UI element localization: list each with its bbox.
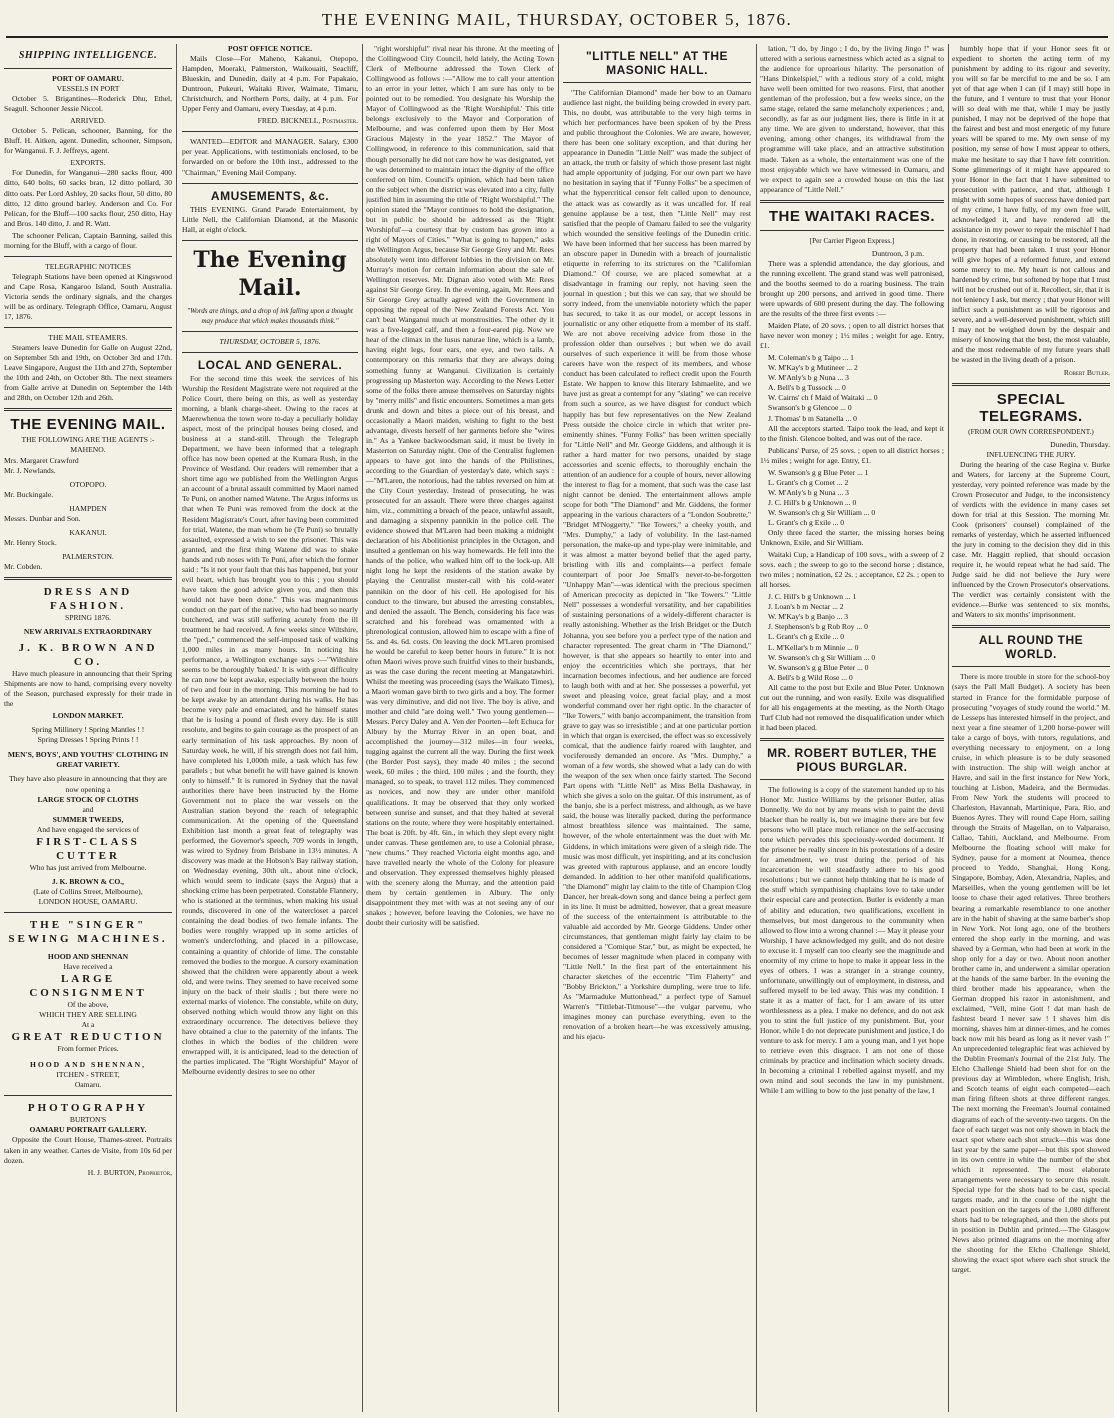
oamaru-label: Oamaru. xyxy=(74,1080,102,1090)
agents-list xyxy=(4,445,172,572)
former-prices: From former Prices. xyxy=(57,1044,119,1054)
amusements-heading: AMUSEMENTS, &c. xyxy=(210,188,330,203)
rule xyxy=(760,779,944,780)
local-text: For the second time this week the services of his Worship the Resident Magistrate were not required at the Police Court, there being on this, as well as yesterday morning, a blank charge-sheet. Owing to the races at Maerewhenua the town wore to-day a peculiarly holiday aspect, most of the principal houses being closed, and business at a stand-still. Through the Telegraph Department, we have been informed that a telegraph office has now been opened at the Kumara Rush, in the Province of Westland. Our readers will remember that a short time ago we published from the Wellington Argus an account of a brutal assault committed by Maori named Te Puni, on another named Watene. The Argus informs us that when Te Puni was removed from the dock at the Resident Magistrate's Court, after having been committed for trial, Watene, the man whom he (Te Puni) so brutally assaulted, expressed a wish to see the prisoner. This was granted, and the first thing Watene did was to shake hands and rub noses with Te Puni, after which the former said : "Is it not your fault that this has happened, but your evil heart, which has brought you to this ; you should have taken the good advice given you, and then this would not have been done." This was magnanimous conduct on the part of the native, who had been so nearly butchered, and was still suffering acutely from the ill treatment he had received. A few weeks since Wiltshire, the "ped.," commenced the self-imposed task of walking 1,000 miles in as many hours. In noticing his performance, a Wellington exchange says :—"Wiltshire seems to be thoroughly 'baked.' It is with great difficulty he can now be kept awake, especially between the hours of two and four in the morning. This morning he had to be kept awake by an attendant during his walks. He has become very pale and emaciated, and he himself states that he is losing a pound of flesh every day. He is still resolute, and begins to gain courage as the prospect of an early termination of his task approaches. By noon of Saturday week, he will, if his strength does not fail him, have completed his 1,000th mile, a task which has few parallels ; but what benefit he will have gained is known only to himself." It is rumored in Sydney that the naval authorities there have been instructed by the Home Government not to place the war vessels on the Australian station beyond the reach of telegraphic communication. At the opening of the Queensland Exhibition last month a great feat of telegraphy was performed, the Governor's speech, 709 words in length, was wired to Sydney from Brisbane in 13½ minutes. A discovery was made at the Hobson's Bay railway station, on Wednesday evening, 30th ult., about nine o'clock, which would seem to indicate (says the Argus) that a shocking crime has been perpetrated. Constable Flannery, who is stationed at the terminus, when making his usual rounds, discovered in one of the watercloset a parcel containing the dead bodies of two female infants. The bodies were roughly wrapped up in some articles of women's underclothing, and placed in a pillowcase, containing a quantity of chloride of lime. The constable removed the bodies to the morgue. A cursory examination showed that the children were apparently about a week old, and were twins. They seemed to have received some injury on the back of their skulls ; but there were no external marks of violence. The constable, while on duty, observed nothing which would throw any light on this extraordinary occurrence. The detectives believe they have obtained a clue to the paternity of the infants. The clothes in which the bodies of the children were enwrapped will, it is anticipated, lead to the detection of the parties implicated. The "Right Worshipful" Mayor of Melbourne evidently desires to see no other xyxy=(182,373,358,1077)
cutter-text: Who has just arrived from Melbourne. xyxy=(29,862,147,872)
port-heading: PORT OF OAMARU. xyxy=(52,74,124,83)
column-divider xyxy=(756,44,757,1412)
rule xyxy=(4,1095,172,1096)
photo-advert xyxy=(4,1101,172,1177)
motto: "Words are things, and a drop of ink falling upon a thought may produce that which makes thousands think." xyxy=(187,306,353,325)
column-5 xyxy=(760,44,944,1414)
result-row: W. M'Anly's b g Nuna ... 3 xyxy=(768,487,849,497)
photo-heading: PHOTOGRAPHY xyxy=(27,1102,149,1115)
maiden-note: All the acceptors started. Taipo took the lead, and kept it to the finish. Glencoe bolted, and was out of the race. xyxy=(760,423,944,443)
maiden-results xyxy=(760,353,944,423)
rule xyxy=(4,408,172,411)
agent-place: HAMPDEN xyxy=(69,503,107,513)
result-row: W. M'Kay's b g Mutineer ... 2 xyxy=(768,363,858,373)
mail-heading: THE MAIL STEAMERS. xyxy=(48,333,128,343)
post-signature: FRED. BICKNELL, Postmaster. xyxy=(257,116,358,126)
agent-place: KAKANUI. xyxy=(69,527,107,537)
special-telegrams-heading: SPECIAL TELEGRAMS. xyxy=(979,390,1083,425)
column-6 xyxy=(952,44,1110,1414)
spring-line: Spring Millinery ! Spring Mantles ! ! xyxy=(31,725,145,735)
result-row: J. Loan's b m Nectar ... 2 xyxy=(768,602,844,612)
exports-heading: EXPORTS. xyxy=(70,158,106,168)
post-text: Mails Close—For Maheno, Kakanui, Otepopo, Hampden, Moeraki, Palmerston, Waikouaiti, Seacliff, Blueskin, and Dunedin, daily at 4 p.m. For Papakaio, Duntroon, Pukeuri, Waitaki River, Waimate, Timaru, Christchurch, and Northern Ports, daily, at 4 p.m. For Upper Ferry and Oamaru, every Tuesday, at 4 p.m. xyxy=(182,54,358,114)
rule xyxy=(760,738,944,741)
great-reduction: GREAT REDUCTION xyxy=(11,1031,165,1044)
rule xyxy=(182,240,358,241)
result-row: W. Swanson's g g Blue Peter ... 0 xyxy=(768,662,869,672)
have-received: Have received a xyxy=(63,962,113,971)
result-row: J. C. Hill's b g Unknown ... 0 xyxy=(768,497,857,507)
brown-name: J. K. BROWN AND CO. xyxy=(18,642,158,669)
publicans-note: Only three faced the starter, the missing horses being Unknown, Exile, and Sir William. xyxy=(760,528,944,548)
gallery-text: Opposite the Court House, Thames-street. Portraits taken in any weather. Cartes de Visite, from 10s 6d per dozen. xyxy=(4,1135,172,1165)
brown-advert xyxy=(4,585,172,907)
world-heading: ALL ROUND THE WORLD. xyxy=(978,633,1084,662)
waitaki-heading: THE WAITAKI RACES. xyxy=(768,207,936,225)
agents-intro: THE FOLLOWING ARE THE AGENTS :- xyxy=(21,435,155,445)
world-text: There is more trouble in store for the school-boy (says the Pall Mall Budget). A society has been started in France for the formidable purpose of prosecuting "voyages of study round the world." M. de Lesseps has interested himself in the project, and next year a fine steamer of 1,200 horse-power will take a cargo of boys, with tutors, regulations, and everything necessary to enjoyment, on a long cruise, in which pleasure is to be duly seasoned with instruction. The ship will weigh anchor at Havre, and sail in the first instance for New York, touching at Lisbon, Madeira, and the Bermudas. From New York the students will proceed to Charleston, Havannah, Martinique, Para, Rio, and Buenos Ayres. They will round Cape Horn, sailing through the Straits of Magellan, on to Valparaiso, Callao, Tahiti, Auckland, and Melbourne. From Melbourne the floating school will make for Sydney, pause for a moment at Noumea, thence proceed to Yeddo, Shanghai, Hong Kong, Singapore, Bombay, Aden, Alexandria, Naples, and Marseilles, when the young gentlemen will be let loose to chase their aged relatives. Three brothers bearing a remarkable resemblance to one another are in the habit of shaving at the same barber's shop in New York. Not long ago, one of the brothers entered the shop early in the morning, and was shaved by a German, who had been at work in the shop only for a day or two. About noon another brother came in, and underwent a similar operation at the hands of the same barber. In the evening the third brother made his appearance, when the German dropped his razor in astonishment, and exclaimed, "Vell, mine Gott ! dat man hash de fashtest beard I never saw ! I shaves him dis morning, shaves him at dinner-times, and he comes back now mit his beard as long as it never vash !" An unprecedented telegraphic feat was achieved by the Dublin Freeman's Journal of the 21st July. The Elcho Challenge Shield had been shot for on the previous day at Wimbledon, where English, Irish, and Scotch teams of eight each competed—each man firing fifteen shots at three different ranges. The next morning the Freeman's Journal contained diagrams of each of the seventy-two targets. On the face of each target was not only shown in black the exact spot where each shot struck—this was done last year by the same paper—but this spot showed in its own centre in white the number of the shot which it represented. The most elaborate arrangements were necessary to secure this result. Special type for the shots had to be cast, special targets made, and in the course of the night the exact position on the targets of the 1,080 different shots had to be telegraphed, and then the shots put in position in Dublin and printed.—The Glasgow News also printed diagrams on the morning after the shooting for the Elcho Challenge Shield, showing the exact spot where each shot struck the target. xyxy=(952,672,1110,1275)
hood-name: HOOD AND SHENNAN xyxy=(47,951,129,961)
hood-name: HOOD AND SHENNAN, xyxy=(29,1060,147,1070)
column-1 xyxy=(4,44,172,1414)
result-row: L. Grant's ch g Exile ... 0 xyxy=(768,632,845,642)
publicans-purse: Publicans' Purse, of 25 sovs. ; open to all district horses ; 1½ miles ; weight for age. Entry, £1. xyxy=(760,445,944,465)
large-consignment: LARGE CONSIGNMENT xyxy=(29,973,147,1000)
agent-name: Mr. Cobden. xyxy=(4,561,43,571)
mail-text: Steamers leave Dunedin for Galle on August 22nd, on September 5th and 19th, on October 3rd and 17th. Leave Singapore, August the 11th and 27th, September the 10th and 24th, on October 8th. The next steamers from Galle arrive at Dunedin on September the 14th and 28th, on October 12th and 26th. xyxy=(4,343,172,403)
rule xyxy=(4,68,172,69)
itchen-street: ITCHEN - STREET, xyxy=(56,1070,120,1080)
agent-name: Messrs. Dunbar and Son. xyxy=(4,513,81,523)
special-text: During the hearing of the case Regina v. Burke and Waters, for larceny at the Supreme Court, yesterday, very pointed reference was made by the Crown Prosecutor and Judge, to the inconsistency of verdicts with the evidence in many cases set down for trial at this Session. The morning Mr. Cook (prisoners' counsel) complained of the remarks of yesterday, which he asserted influenced the jury in coming to the decision they did in this case. Mr. Haggitt replied, that should occasion require it, he would repeat what he had said. The Judge said he did not believe the Jury were influenced by the Crown Prosecutor's observations. The verdict was certainly consistent with the evidence.—Burke was sentenced to six months, and Waters to six months' imprisonment. xyxy=(952,459,1110,620)
arrivals-heading: NEW ARRIVALS EXTRAORDINARY xyxy=(23,627,153,637)
column-divider xyxy=(948,44,949,1412)
and-word: and xyxy=(82,804,94,814)
waitaki-subheading: [Per Carrier Pigeon Express.] xyxy=(809,236,895,245)
telegraphic-text: Telegraph Stations have been opened at Kingswood and Cape Rosa, Kangaroo Island, South Australia. Victoria sends the ordinary signals, and the charges will be as ordinary. Telegraph Office, Oamaru, August 17, 1876. xyxy=(4,271,172,322)
newspaper-title: The Evening Mail. xyxy=(193,246,347,301)
rule xyxy=(182,352,358,353)
column-4 xyxy=(563,44,751,1414)
singer-heading: THE "SINGER" SEWING MACHINES. xyxy=(8,918,168,945)
cup-results xyxy=(760,592,944,682)
large-stock: LARGE STOCK OF CLOTHS xyxy=(37,794,139,804)
rule xyxy=(182,183,358,184)
column-2 xyxy=(182,44,358,1414)
local-heading: LOCAL AND GENERAL. xyxy=(197,357,343,372)
spring-heading: SPRING 1876. xyxy=(65,612,111,622)
result-row: W. M'Kay's b g Banjo ... 3 xyxy=(768,612,849,622)
result-row: W. Swanson's ch g Sir William ... 0 xyxy=(768,652,876,662)
butler-heading: MR. ROBERT BUTLER, THE PIOUS BURGLAR. xyxy=(767,745,937,774)
column-3 xyxy=(366,44,554,1414)
agent-name: Mr. Henry Stock. xyxy=(4,537,57,547)
burton-signature: H. J. BURTON, Proprietor, xyxy=(87,1167,172,1177)
result-row: J. Thomas' b m Satanella ... 0 xyxy=(768,413,857,423)
shipping-heading: SHIPPING INTELLIGENCE. xyxy=(18,50,158,61)
agent-name: Mr. J. Newlands. xyxy=(4,465,56,475)
vessels-heading: VESSELS IN PORT xyxy=(56,84,120,94)
influencing-heading: INFLUENCING THE JURY. xyxy=(986,449,1076,459)
result-row: L. M'Kellar's b m Minnie ... 0 xyxy=(768,642,859,652)
agent-place: OTOPOPO. xyxy=(69,479,107,489)
masthead-title: THE EVENING MAIL, THURSDAY, OCTOBER 5, 1876. xyxy=(321,10,793,29)
result-row: Swanson's b g Glencoe ... 0 xyxy=(768,403,852,413)
result-row: M. Coleman's b g Taipo ... 1 xyxy=(768,353,854,363)
local-continued-text: "right worshipful" rival near his throne. At the meeting of the Collingwood City Council, held lately, the Acting Town Clerk of Melbourne addressed the Town Clerk of Collingwood as follows :—"Allow me to call your attention to an error in your letter, which I am sure has only to be pointed out to be remedied. You designate his Worship the Mayor of Collingwood as the 'Right Worshipful.' This title belongs exclusively to the Mayor and Corporation of Melbourne, and was conferred upon them by Her Most Gracious Majesty in the year 1852." The Mayor of Collingwood, in reference to this communication, said that though personally he did not care how he was designated, yet he was determined to maintain intact the dignity of the office conferred on him. Council's opinion, which had been taken on the subject when the district was elevated into a city, fully justified him in assuming the title of "Right Worshipful." The opinion stated the "Mayor continues to hold the designation, but in public be should be addressed as the 'Right Worshipful'—a courtesy that by custom has grown into a right of Mayors of Cities." "What is going to happen," asks the Wellington Argus, because Sir George Grey and Mr. Rees absolutely went into different lobbies in the division on Mr. Murray's motion for certain information about the sale of Wellington reserves. Mr. Dignan also voted with Mr. Rees against Sir George Grey. In the evening, again, Mr. Rees and Sir George Grey actually agreed with the Government in opposing the repeal of the New Zealand Forests Act. You can't beat Wanganui much at monstrosities. The other dy it was a five-legged calf, and then a four-eared pig. Now we hear of the climax in the lusus naturae line, which is a lamb, having eight legs, four ears, one eye, and two tails. A contemporary on this remarks that they are always doing something funny at Wanganui. Civilization is certainly progressing up Masterton way. According to the News Letter some of the folks there amuse themselves on Saturday nights by "merry mills" and fistic encounters. Sometimes a man gets drunk and down and bites a piece out of his breast, and occasionally a Maori maiden, wishing to fight to the best advantage, divests herself of her garments before she "wires in." As a Yankee backwoodsman said, it must be lively in Masterton on Saturday night. One of the Centralist fuglemen appears to have got into the hands of the Philistines, according to the Guardian of yesterday's date, which says :—"M'Laren, the notorious, had the tables reversed on him at the City Court yesterday. Instead of prosecuting, he was prosecuted for an assault. There were three charges against him, viz., committing a breach of the peace, unlawful assault, and damaging a sixpenny pannikin in the police cell. The evidence showed that M'Laren had been making a midnight declaration of his Abolitionist principles in the Octagon, and insulted a gentleman on his way homewards. He fell into the hands of the police, who walked him off to the lock-up. All night long he kept the residents of the station awake by playing the Centralist muster-call with his cold-water pannikin on the door of his cell. He apologised for his conduct to the tinware, but abused the arresting constables, and denied the assault. The Bench, considering his face was scratched and his forehead was ornamented with a phrenological contusion, allowed him to escape with a fine of 5s. and 4s. 6d. costs. On leaving the dock M'Laren promised he would be careful to keep better hours in future." It is not often Maori wives prove such fruitful vines to their husbands, as was the case during the recent meeting at Mangatawhiri. Whilst the meeting was proceeding (says the Waikato Times), a Maori woman gave birth to two girls and a boy. The former was very diminutive, and did not live. The boy is alive, and mother and child "are doing well." Two young gentlemen—Messrs. Percy Daley and A. Ven der Poorten—left Echuca for Albury by the Murray River in an open boat, and accomplished the journey—312 miles—in four weeks, tugging against the current all the way. During the first week (the Border Post says), they made 40 miles ; the second week, 60 miles ; the third, 100 miles ; and the fourth, they managed, so to speak, to travel 112 miles. They commenced as novices, and now they are under other manifold qualifications. It may be observed that they only worked between sunrise and sunset, and that they halted at several stations on the route, where they were hospitably entertained. The boat is 20ft. by 4ft. 6in., in which they slept every night under canvas. These gentlemen are, to use a Colonial phrase, "new chums." They reached Victoria eight months ago, and have travelled nearly the whole of the Colony for pleasure and observation. They expressed themselves highly pleased with the scenery along the Murray, and the attention paid them by certain gentlemen in Albury. The only disappointment they met with was at not seeing any of our snakes ; however, before leaving the Colonies, we have no doubt their curiosity will be satisfied. xyxy=(366,44,554,928)
arrived-heading: ARRIVED. xyxy=(70,116,106,126)
london-house: LONDON HOUSE, OAMARU. xyxy=(38,896,138,906)
little-nell-continued: lation, "I do, by Jingo ; I do, by the living Jingo !" was uttered with a serious earnestness which acted as a signal to the audience for uproarious hilarity. The personation of "Hans Dinkelspiel," with a tedious story of a cold, might have well been omitted for two reasons. First, that another gentleman of the profession, but a few weeks since, on the same stage, related the same melancholy experiences ; and, secondly, as far as our judgment lies, there is little in it at any time. We are given to understand, however, that this evening, among other changes, its withdrawal from the programme will take place, and an attractive substitution made. Taken as a whole, the entertainment was one of the most enjoyable which we have witnessed in Oamaru, and we expect to again see a crowded house on this the last appearance of "Little Nell." xyxy=(760,44,944,194)
column-divider xyxy=(558,44,559,1412)
rule xyxy=(760,230,944,231)
schooner-text: The schooner Pelican, Captain Banning, sailed this morning for the Bluff, with a cargo of flour. xyxy=(4,230,172,250)
mens-heading: MEN'S, BOYS', AND YOUTHS' CLOTHING IN GREAT VARIETY. xyxy=(7,750,169,770)
waitaki-text: There was a splendid attendance, the day glorious, and the running excellent. The grand stand was well patronised, and the booths seemed to do a roaring business. The train brought up 200 persons, and arrived in good time. There were upwards of 600 present during the day. The following are the results of the three first events :— xyxy=(760,258,944,319)
mens-text: They have also pleasure in announcing that they are now opening a xyxy=(9,774,167,794)
butler-signature: Robert Butler. xyxy=(1063,367,1110,377)
rule xyxy=(760,200,944,203)
dress-heading: DRESS AND FASHION. xyxy=(43,585,133,612)
brown-signature: J. K. BROWN & CO., xyxy=(51,876,125,886)
agent-place: MAHENO. xyxy=(70,445,106,455)
amusements-text: THIS EVENING. Grand Parade Entertainment, by Little Nell, the Californian Diamond, at the Masonic Hall, at eight o'clock. xyxy=(182,204,358,234)
burton-name: BURTON'S xyxy=(69,1115,107,1125)
result-row: J. C. Hill's b g Unknown ... 1 xyxy=(768,592,857,602)
rule xyxy=(4,256,172,257)
brown-text: Have much pleasure in announcing that their Spring Shipments are now to hand, comprising every novelty of the Season, purchased expressly for their trade in the xyxy=(4,669,172,709)
rule xyxy=(182,131,358,132)
london-market: LONDON MARKET. xyxy=(52,711,124,721)
maiden-plate: Maiden Plate, of 20 sovs. ; open to all district horses that have never won money ; 1½ miles ; weight for age. Entry, £1. xyxy=(760,321,944,351)
spring-line: Spring Dresses ! Spring Prints ! ! xyxy=(37,735,139,745)
special-dateline: Dunedin, Thursday. xyxy=(1050,439,1110,449)
waitaki-dateline: Duntroon, 3 p.m. xyxy=(871,248,924,258)
singer-advert xyxy=(4,918,172,1090)
waitaki-cup: Waitaki Cup, a Handicap of 100 sovs., with a sweep of 2 sovs. each ; the sweep to go to the second horse ; distance, two miles ; nomination, £2 2s. ; acceptance, £2 2s. ; open to all horses. xyxy=(760,550,944,590)
column-divider xyxy=(362,44,363,1412)
arrived-text: October 5. Pelican, schooner, Banning, for the Bluff. H. Aitken, agent. Dunedin, schooner, Simpson, for Wanganui. F. J. Jeffreys, agent. xyxy=(4,126,172,156)
result-row: W. Swanson's g g Blue Peter ... 1 xyxy=(768,467,869,477)
rule xyxy=(4,327,172,328)
evening-mail-heading: THE EVENING MAIL. xyxy=(10,416,166,434)
rule xyxy=(952,383,1110,386)
cutter-heading: FIRST-CLASS CUTTER xyxy=(36,835,140,862)
summer-tweeds: SUMMER TWEEDS, xyxy=(52,814,124,824)
result-row: L. Grant's ch g Exile ... 0 xyxy=(768,517,845,527)
agent-name: Mr. Buckingale. xyxy=(4,489,54,499)
publicans-results xyxy=(760,468,944,528)
result-row: A. Bell's b g Tussock ... 0 xyxy=(768,383,846,393)
of-above: Of the above, xyxy=(67,1000,109,1010)
vessels-text: October 5. Brigantines—Roderick Dhu, Ethel, Seagull. Schooner Jessie Niccol. xyxy=(4,94,172,114)
wanted-advert: WANTED—EDITOR and MANAGER. Salary, £300 per year. Applications, with testimonials enclosed, to be forwarded on or before the 10th inst., addressed to the "Chairman," Evening Mail Company. xyxy=(182,137,358,177)
rule xyxy=(952,625,1110,628)
cup-note: All came to the post but Exile and Blue Peter. Unknown cut out the running, and won easily. Exile was disqualified for all his engagements at the meeting, as the North Otago Turf Club had not removed the disqualification under which it had been placed. xyxy=(760,682,944,732)
agent-place: PALMERSTON. xyxy=(62,551,114,561)
masthead-rule xyxy=(6,36,1108,38)
result-row: W. Swanson's ch g Sir William ... 0 xyxy=(768,507,876,517)
result-row: W. M'Anly's b g Nuna ... 3 xyxy=(768,373,849,383)
column-divider xyxy=(176,44,177,1412)
result-row: A. Bell's b g Wild Rose ... 0 xyxy=(768,672,853,682)
exports-text: For Dunedin, for Wanganui—280 sacks flour, 400 ditto, 640 bolts, 60 sacks bran, 12 ditto pollard, 30 ditto oats. Per Lord Ashley, 20 sacks flour, 50 ditto, 80 ditto, 12 ditto ground barley. Anderson and Co. For Pelican, for the Bluff—100 sacks flour, 250 ditto, Hay and Bros. 140 ditto, J. and R. Watt. xyxy=(4,168,172,228)
telegraphic-heading: TELEGRAPHIC NOTICES xyxy=(45,261,131,271)
agent-name: Mrs. Margaret Crawford xyxy=(4,455,79,465)
rule xyxy=(4,577,172,580)
rule xyxy=(563,82,751,83)
butler-continued: humbly hope that if your Honor sees fit or expedient to shorten the acting term of my punishment by adding to its rigour and severity, you will so far be merciful to me and be so. I am yet of that age when I can (if I may) still hope in the future, and I venture to trust that your Honor will so deal with me that, while I may be justly punished, I may not be deprived of the hope that the fairest and best and most energetic of my future years will be spared to me. My own sense of my position, my sense of how I must appear to others, make me hesitate to say that I have felt contrition. Some glimmerings of it might have appeared to your Honor in the fact that I have submitted to prosecution with patience, and that, although I might with some hopes of success have denied part of my crime, I have fully, of my own free will, acknowledged it, and have rendered all the assistance in my power to repair the mischief I had done, in restoring, or causing to be restored, all the property that had been taken. I trust your Honor will give hopes of a reformed future, and extend some mercy to me. My heart is not callous and hardened by crime, but softened by hope that I trust will not be crushed out of it. Recollect, sir, that it is not leniency I ask, but mercy ; that your Honor will inflict such a punishment as will be rigorous and severe, and a well-deserved punishment, which still I may not be weighed down by the despair and misery of knowing that the best, the most valuable, and the most redeemable of my future years shall be wasted in the living death of a prison. xyxy=(952,44,1110,365)
dateline: THURSDAY, OCTOBER 5, 1876. xyxy=(219,336,321,346)
special-subheading: (FROM OUR OWN CORRESPONDENT.) xyxy=(968,427,1094,436)
services-text: And have engaged the services of xyxy=(36,824,140,834)
at-a: At a xyxy=(81,1020,95,1030)
result-row: W. Cairns' ch f Maid of Waitaki ... 0 xyxy=(768,393,878,403)
masthead xyxy=(0,0,1114,42)
little-nell-heading: "LITTLE NELL" AT THE MASONIC HALL. xyxy=(585,49,729,77)
post-heading: POST OFFICE NOTICE. xyxy=(227,44,313,53)
rule xyxy=(4,912,172,913)
butler-text: The following is a copy of the statement handed up to his Honor Mr. Justice Williams by the prisoner Butler, alias Donnelly. We do not by any means wish to paint the devil blacker than he really is, but we imagine there are but few persons who will place much reliance on the self-accusing tone which pervades this speciously-worded document. If the prisoner be really sincere in his protestations of a desire for amendment, we trust during the period of his incarceration he will steadfastly adhere to his good resolutions ; but we cannot help thinking that he is made of the stuff which sympathising chaplains love to take under their especial care and protection. Butler is evidently a man of ability and education, two qualifications, excellent in themselves, but most dangerous to the community when allowed to flow into a wrong channel :— May it please your Worship, I have acknowledged my guilt, and do not desire to excuse it. I myself can too clearly see the magnitude and enormity of my crime to hope to make it appear less in the eyes of others. I was a stranger in a strange country, unfortunate, unwillingly out of employment, in distress, and suffered myself to be led away. This was my condition. I state it as a matter of fact, for I am aware of its utter worthlessness as a plea. I make no defence, and do not ask you to stint the full justice of my punishment. But, your Honor, while I do not deprecate punishment and justice, I do venture to ask for mercy. I am a young man, and I yet hope to retrieve even this disgrace. I am not one of those criminals by practice and inclination which society dreads. In becoming a criminal I rebelled against myself, and my own mind and soul seconds the law in my punishment. While I am willing to bow to the just penalty of the law, I xyxy=(760,784,944,1096)
which-selling: WHICH THEY ARE SELLING xyxy=(39,1010,137,1020)
result-row: L. Grant's ch g Comet ... 2 xyxy=(768,477,849,487)
rule xyxy=(182,331,358,332)
result-row: J. Stephenson's b g Rob Roy ... 0 xyxy=(768,622,868,632)
late-address: (Late of Collins Street, Melbourne), xyxy=(33,886,143,896)
gallery-name: OAMARU PORTRAIT GALLERY. xyxy=(29,1125,147,1135)
rule xyxy=(952,666,1110,667)
little-nell-text: "The Californian Diamond" made her bow to an Oamaru audience last night, the building being crowded in every part. This, no doubt, was attributable to the very high terms in which her performances have been spoken of by the Press and public throughout the Colonies. We are aware, however, there has been one solitary exception, and that during her appearance in Dunedin "Little Nell" was made the subject of an attack, the truth or falsity of which those present last night had ample opportunity of judging. For our own part we have no hesitation in saying that if "Funny Folks" be a specimen of what the hypercritical censor felt called upon to denounce, the attack was as cowardly as it was uncalled for. If real genuine applause be a test, then "Little Nell" may rest satisfied that the people of Oamaru failed to see the vulgarity which wounded the sensitive feelings of the Dunedin critic. We have been informed that her success has been marred by an obscure paper in Dunedin with a breach of journalistic etiquette in referring to its strictures on the "Californian Diamond." Of course, we are placed somewhat at a disadvantage in framing our reply, not having seen the journal in question ; but this we can say, that we should be sorry indeed, from the unenviable notoriety which the paper has secured, to take it as our model, or accept lessons in journalistic or any other etiquette from a member of its staff. We are not above receiving advice from those in the profession older than ourselves ; but when we do avail ourselves of such experience it will be from those whose careers have won the respect of its members, and whose conduct has been calculated to reflect credit upon the Fourth Estate. We happen to know this literary Ishmaelite, and we have just as great a contempt for any "slating" we can receive from such a source, as we have disgust for conduct which happily has but few representatives on the New Zealand Press outside the choice circle in which that writer pre-eminently shines. "Funny Folks" has been written specially for "Little Nell" and Mr. George Giddens, and although it is rather a hard matter for two persons, unaided by stage accessories and scenic effects, to thoroughly enchain the attention of an audience for a couple of hours, never allowing the interest to flag for a moment, that such was the case last night cannot be denied. The entertainment allows ample scope for both "The Diamond" and Mr. Giddens, the former appearing in the various characters of a "London Soubrette," "Bridget M'Noggerty," "Ike Towers," a cheeky youth, and "Mrs. Dumphy," a lady of volubility. In the last-named personation, the make-up and type-play were inimitable, and it was almost a matter beyond belief that the aged party, bristling with ills and complaints—a perfect female counterpart of poor Joe Small's never-to-be-forgotten "Unhappy Man"—was identical with the precious specimen of American precocity as depicted in "Ike Towers." "Little Nell" possesses a wonderful versatility, and her capabilities of sustaining personations of a widely-different character is really astonishing. Whether as the Irish Bridget or the Dutch Johanna, you see before you a perfect type of the nation and character represented. The great charm in "The Diamond," however, is that she appears so heartily to enter into and enjoy the eccentricities which she portrays, that her incarnation becomes infectious, and her audience are forced to laugh both with and at her. She possesses a powerful, yet sweet and pleasing voice, great facial play, and a most wonderful command over her right optic. In the character of "Ike Towers," with banjo accompaniment, the transition from grave to gay was so irresistible ; and at one particular portion in which that organ is exercised, the effect was so excessively comical, that the audience fairly roared with laughter, and vociferously demanded an encore. As "Mrs. Dumphy," a woman of a few words, she showed what a lady can do with the weapon of the sex when once fairly started. The Second Part opens with "Little Nell" as Miss Bella Dashaway, in which she gives a solo on the guitar. Of this instrument, as of the banjo, she is a perfect mistress, and although, as we have said, the house was literally packed, during the performance almost breathless silence was maintained. The same, however, of the whole entertainment was the duet with Mr. Giddens, in which imitations were given of a sleigh ride. The music was most difficult, yet inspiriting, and at its conclusion was greeted with rapturous applause, and an encore loudly demanded. In addition to her other manifold qualifications, "the Diamond" might lay claim to the title of Champion Clog Dancer, her break-down song and dance being a perfect gem in its line. It must be admitted, however, that a great measure of the success of the entertainment is attributable to the valuable aid accorded by Mr. George Giddens. Under other circumstances, that gentleman might fairly lay claim to be considered a "Comique Star," but, as might be expected, he becomes of lesser magnitude when placed in company with "Little Nell." In the first part of the entertainment his character sketches of the eccentric "Tim Flaherty" and "Bobby Brickton," a Yorkshire dumpling, were true to life. As "Marmaduke Muttonhead," a perfect type of Samuel Warren's "Tittlebat-Titmouse"—the vulgar parvenu, who imagines money can purchase everything, even to the renovation of a broken heart—he was excessively amusing, and his ejacu- xyxy=(563,88,751,1042)
